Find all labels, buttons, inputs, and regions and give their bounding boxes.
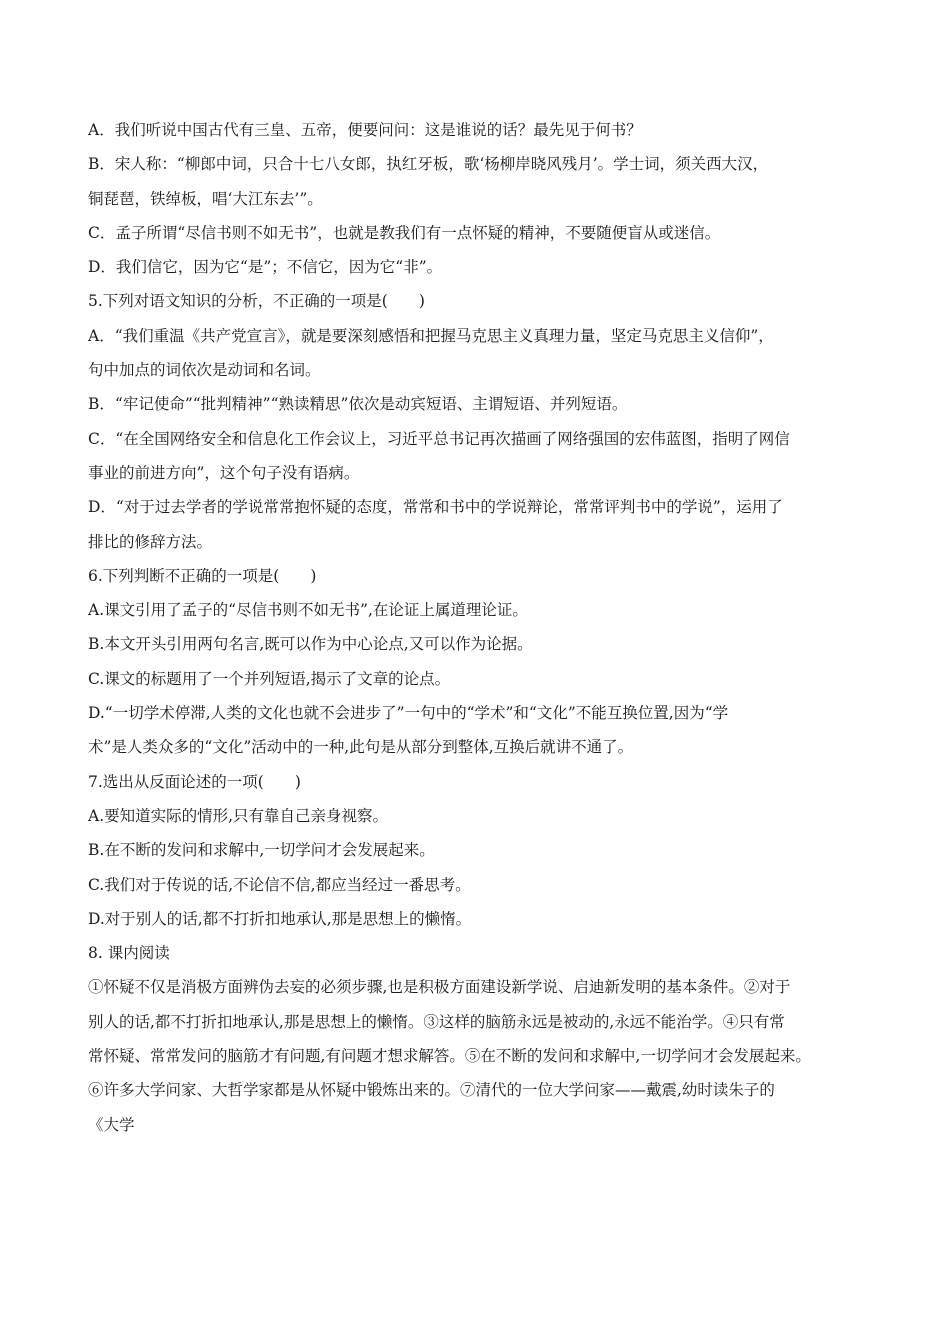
passage-line-3: 常怀疑、常常发问的脑筋才有问题,有问题才想求解答。⑤在不断的发问和求解中,一切学问才会发展起来。 — [88, 1047, 811, 1066]
option-5c-line-2: 事业的前进方向”，这个句子没有语病。 — [88, 463, 360, 482]
option-4a: A．我们听说中国古代有三皇、五帝，便要问问：这是谁说的话？最先见于何书？ — [88, 121, 642, 139]
option-5a-line-2: 句中加点的词依次是动词和名词。 — [88, 361, 321, 380]
option-4b-line-1: B．宋人称：“柳郎中词，只合十七八女郎，执红牙板，歌‘杨柳岸晓风残月’。学士词，须关西大汉， — [88, 155, 769, 174]
question-7: 7.选出从反面论述的一项( ) — [88, 772, 301, 791]
option-6d-line-1: D.“一切学术停滞,人类的文化也就不会进步了”一句中的“学术”和“文化”不能互换位置,因为“学 — [88, 704, 729, 723]
passage-line-4: ⑥许多大学问家、大哲学家都是从怀疑中锻炼出来的。⑦清代的一位大学问家——戴震,幼时读朱子的 — [88, 1081, 775, 1100]
option-7c: C.我们对于传说的话,不论信不信,都应当经过一番思考。 — [88, 875, 471, 894]
option-6c: C.课文的标题用了一个并列短语,揭示了文章的论点。 — [88, 669, 451, 688]
option-5d-line-1: D．“对于过去学者的学说常常抱怀疑的态度，常常和书中的学说辩论，常常评判书中的学说”，运用了 — [88, 498, 783, 517]
question-5: 5.下列对语文知识的分析，不正确的一项是( ) — [88, 292, 425, 311]
passage-line-2: 别人的话,都不打折扣地承认,那是思想上的懒惰。③这样的脑筋永远是被动的,永远不能治学。④只有常 — [88, 1012, 785, 1031]
document-body — [88, 113, 873, 1142]
option-7b: B.在不断的发问和求解中,一切学问才会发展起来。 — [88, 841, 435, 860]
option-6b: B.本文开头引用两句名言,既可以作为中心论点,又可以作为论据。 — [88, 635, 533, 654]
question-8-heading: 8. 课内阅读 — [88, 944, 170, 963]
passage-line-5: 《大学 — [88, 1115, 135, 1134]
passage-line-1: ①怀疑不仅是消极方面辨伪去妄的必须步骤,也是积极方面建设新学说、启迪新发明的基本条件。②对于 — [88, 978, 791, 997]
option-4d: D．我们信它，因为它“是”；不信它，因为它“非”。 — [88, 258, 443, 277]
option-4b-line-2: 铜琵琶，铁绰板，唱‘大江东去’”。 — [88, 189, 323, 208]
option-5a-line-1: A．“我们重温《共产党宣言》，就是要深刻感悟和把握马克思主义真理力量，坚定马克思主义信仰”， — [88, 326, 774, 345]
option-5c-line-1: C．“在全国网络安全和信息化工作会议上，习近平总书记再次描画了网络强国的宏伟蓝图，指明了网信 — [88, 429, 790, 448]
option-6a: A.课文引用了孟子的“尽信书则不如无书”,在论证上属道理论证。 — [88, 601, 528, 620]
option-5b: B．“牢记使命”“批判精神”“熟读精思”依次是动宾短语、主谓短语、并列短语。 — [88, 395, 628, 414]
option-7d: D.对于别人的话,都不打折扣地承认,那是思想上的懒惰。 — [88, 909, 472, 928]
option-7a: A.要知道实际的情形,只有靠自己亲身视察。 — [88, 806, 389, 825]
option-4c: C．孟子所谓“尽信书则不如无书”，也就是教我们有一点怀疑的精神，不要随便盲从或迷信。 — [88, 223, 721, 242]
question-6: 6.下列判断不正确的一项是( ) — [88, 566, 317, 585]
option-6d-line-2: 术”是人类众多的“文化”活动中的一种,此句是从部分到整体,互换后就讲不通了。 — [88, 738, 634, 757]
option-5d-line-2: 排比的修辞方法。 — [88, 532, 213, 551]
